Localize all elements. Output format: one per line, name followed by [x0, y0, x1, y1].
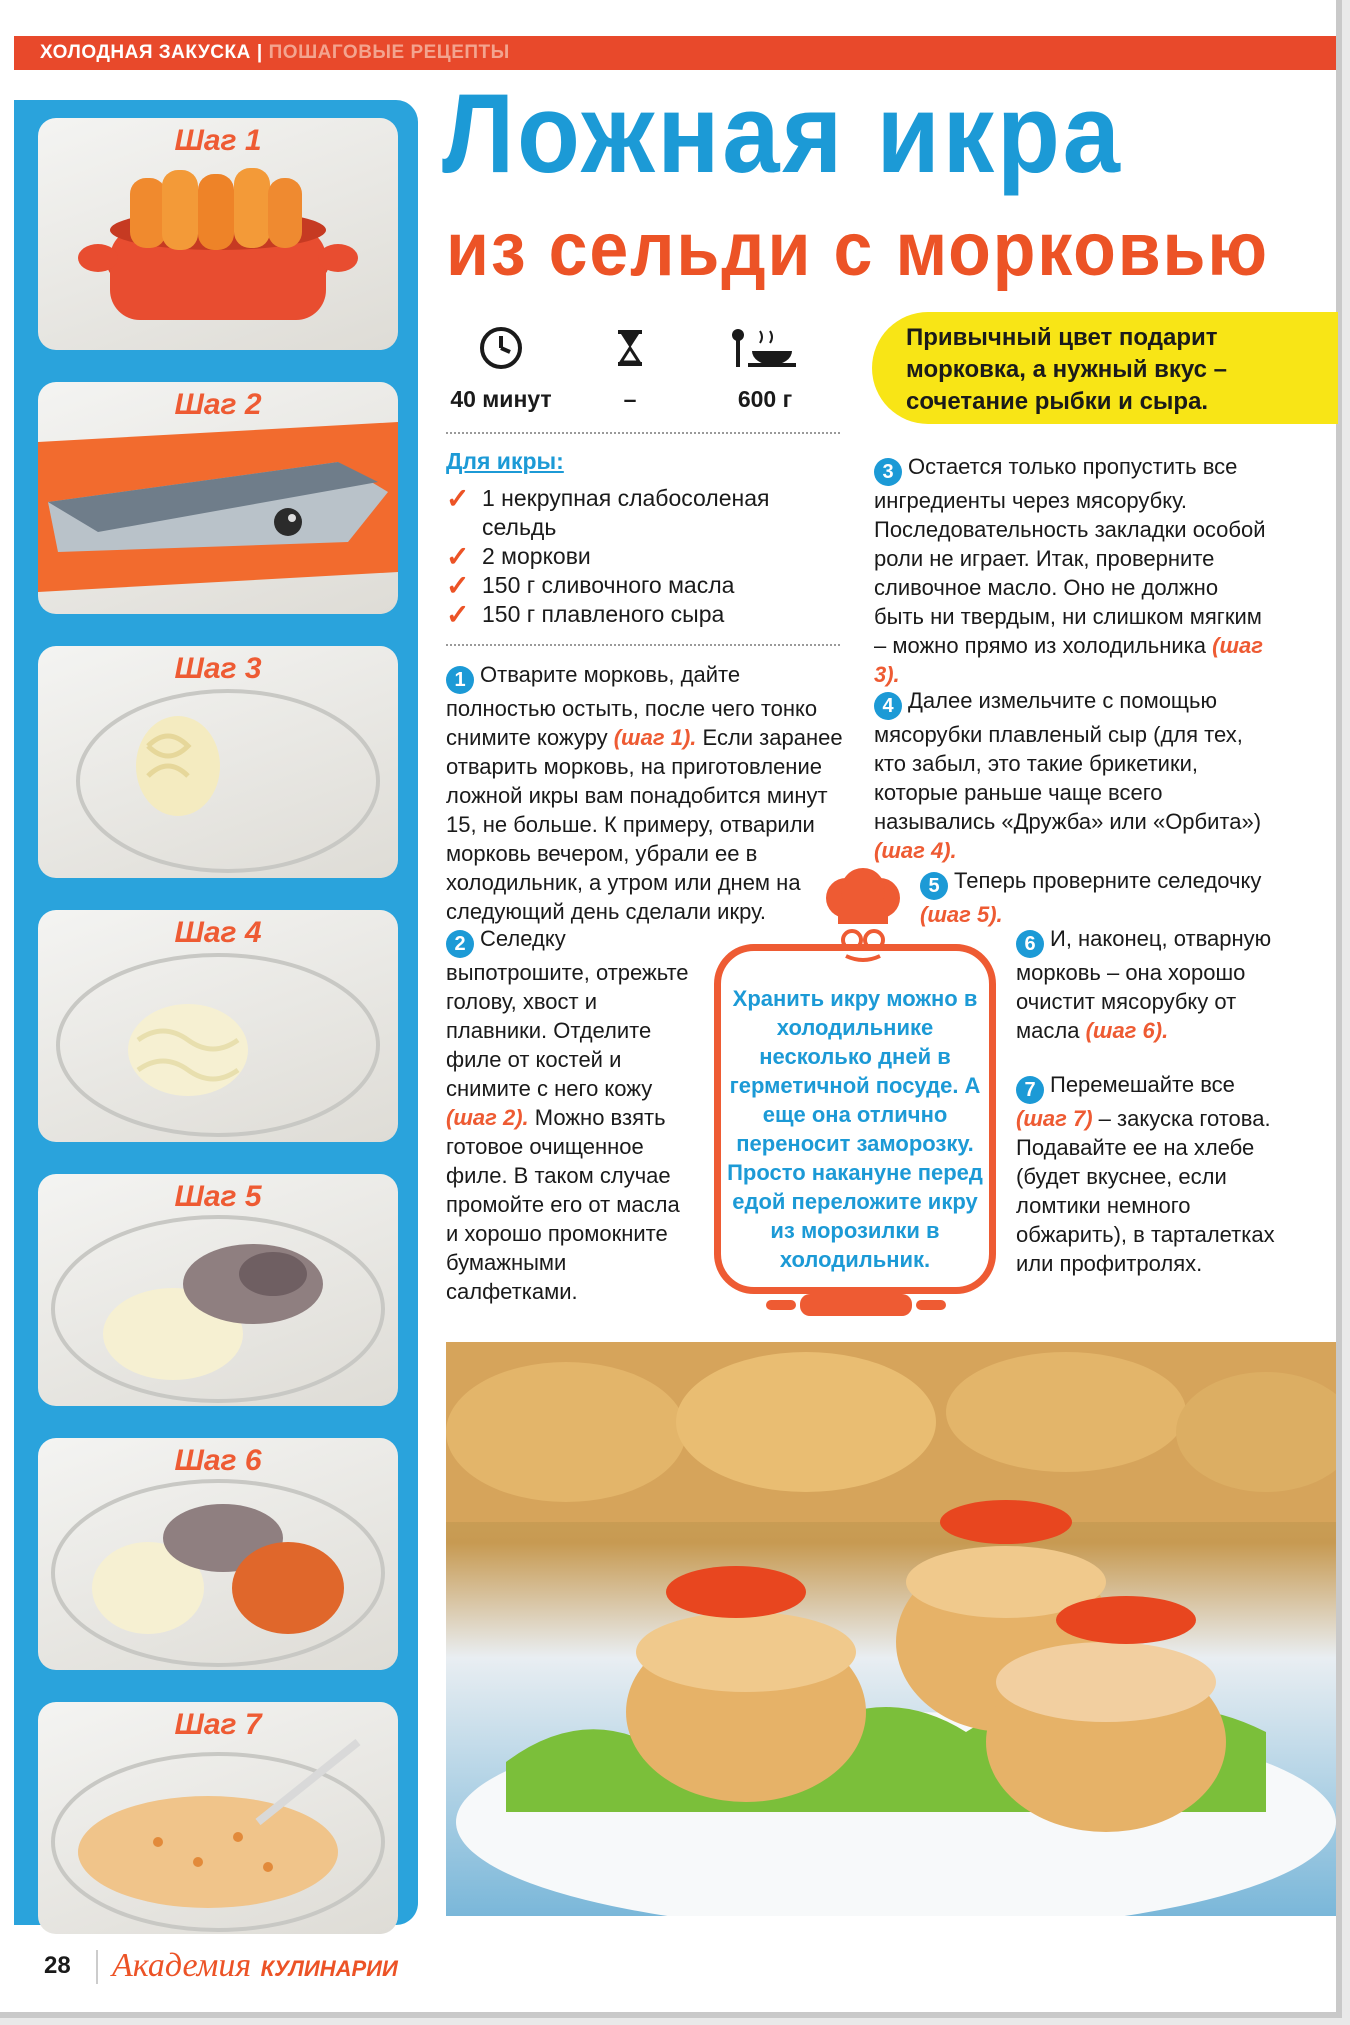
instruction-step-5 [920, 866, 1280, 929]
step-label: Шаг 6 [174, 1444, 262, 1477]
page-number: 28 [44, 1952, 71, 1979]
step-text: Перемешайте все [1050, 1072, 1235, 1097]
step-text: И, наконец, отварную морковь – она хорошо очистит мясорубку от масла [1016, 926, 1272, 1043]
step-number: 5 [920, 872, 948, 900]
step-number: 7 [1016, 1076, 1044, 1104]
divider [446, 432, 840, 434]
rest-time-value: – [623, 386, 637, 412]
section-name: ХОЛОДНАЯ ЗАКУСКА [40, 42, 251, 63]
yield-weight-value: 600 г [737, 386, 793, 412]
step-label: Шаг 4 [174, 916, 262, 949]
step-number: 1 [446, 666, 474, 694]
step-photo-4 [38, 910, 398, 1142]
step-photo-6 [38, 1438, 398, 1670]
step-text: Селедку выпотрошите, отрежьте голову, хвост и плавники. Отделите филе от костей и снимите с него кожу [446, 926, 689, 1101]
step-photo-2 [38, 382, 398, 614]
step-photo-1 [38, 118, 398, 350]
recipe-subtitle: из сельди с морковью [446, 207, 1269, 292]
section-separator: | [256, 42, 263, 63]
ingredients-list [446, 484, 846, 629]
step-number: 2 [446, 930, 474, 958]
checkmark-icon: ✓ [446, 599, 470, 630]
ingredient-text: 150 г сливочного масла [482, 572, 735, 598]
instruction-step-6 [1016, 924, 1276, 1045]
step-label: Шаг 1 [174, 124, 262, 157]
step-text-continued: Можно взять готовое очищенное филе. В таком случае промойте его от масла и хорошо промокните бумажными салфетками. [446, 1105, 680, 1304]
hourglass-icon [615, 328, 645, 368]
step-ref: (шаг 4). [874, 838, 957, 863]
ingredient-item [446, 571, 846, 600]
clock-icon [478, 325, 524, 371]
ingredient-text: 2 моркови [482, 543, 591, 569]
dish-photo [446, 1342, 1336, 1916]
divider [446, 644, 840, 646]
yield-weight [720, 320, 810, 413]
subsection-name: ПОШАГОВЫЕ РЕЦЕПТЫ [268, 42, 510, 63]
rolling-pin-icon [766, 1290, 946, 1320]
checkmark-icon: ✓ [446, 483, 470, 514]
step-label: Шаг 2 [174, 388, 262, 421]
cook-time [446, 320, 556, 413]
tip-note: Привычный цвет подарит морковка, а нужный вкус – сочетание рыбки и сыра. [872, 312, 1338, 424]
ingredient-item [446, 484, 846, 542]
step-text: Отварите морковь, дайте полностью остыть, после чего тонко снимите кожуру [446, 662, 818, 750]
step-label: Шаг 7 [174, 1708, 262, 1741]
instruction-step-4 [874, 686, 1274, 865]
logo-word-1: Академия [112, 1947, 252, 1984]
ingredient-item [446, 600, 846, 629]
step-ref: (шаг 2). [446, 1105, 529, 1130]
ingredients-title: Для икры: [446, 448, 564, 474]
step-text: Остается только пропустить все ингредиенты через мясорубку. Последовательность закладки особой роли не играет. Итак, проверните сливочное масло. Оно не должно быть ни твердым, ни слишком мягким – можно прямо из холодильника [874, 454, 1266, 658]
ingredient-item [446, 542, 846, 571]
footer-divider [96, 1950, 98, 1984]
step-photo-5 [38, 1174, 398, 1406]
profiteroles-image [446, 1342, 1336, 1916]
step-ref: (шаг 3). [874, 633, 1263, 687]
step-number: 3 [874, 458, 902, 486]
step-text: Далее измельчите с помощью мясорубки плавленый сыр (для тех, кто забыл, это такие брикетики, которые раньше чаще всего назывались «Дружба» или «Орбита») [874, 688, 1262, 834]
ingredient-text: 150 г плавленого сыра [482, 601, 725, 627]
step-photo-3 [38, 646, 398, 878]
step-text-continued: – закуска готова. Подавайте ее на хлебе (будет вкуснее, если ломтики немного обжарить), в тарталетках или профитролях. [1016, 1106, 1275, 1276]
magazine-logo [112, 1946, 398, 1985]
rest-time [600, 320, 660, 413]
step-number: 4 [874, 692, 902, 720]
instruction-step-2 [446, 924, 696, 1306]
step-ref: (шаг 7) [1016, 1106, 1093, 1131]
recipe-title: Ложная икра [442, 71, 1123, 196]
section-banner [14, 36, 1336, 70]
plate-icon [730, 325, 800, 371]
step-text: Теперь проверните селедочку [954, 868, 1262, 893]
step-text-continued: Если заранее отварить морковь, на приготовление ложной икры вам понадобится минут 15, не больше. К примеру, отварили морковь вечером, убрали ее в холодильник, а утром или днем на следующий день сделали икру. [446, 725, 843, 924]
step-label: Шаг 5 [174, 1180, 262, 1213]
step-number: 6 [1016, 930, 1044, 958]
step-label: Шаг 3 [174, 652, 262, 685]
step-ref: (шаг 1). [613, 725, 697, 750]
ingredient-text: 1 некрупная слабосоленая сельдь [482, 485, 770, 540]
instruction-step-7 [1016, 1070, 1278, 1278]
step-photo-7 [38, 1702, 398, 1934]
logo-word-2: КУЛИНАРИИ [260, 1956, 398, 1981]
instruction-step-1 [446, 660, 846, 926]
instruction-step-3 [874, 452, 1274, 689]
step-ref: (шаг 5). [920, 902, 1003, 927]
step-ref: (шаг 6). [1085, 1018, 1169, 1043]
cook-time-value: 40 минут [450, 386, 552, 412]
steps-column [14, 100, 418, 1925]
storage-tip-text: Хранить икру можно в холодильнике несколько дней в герметичной посуде. А еще она отлично переносит заморозку. Просто накануне перед едой переложите икру из морозилки в холодильник. [727, 986, 983, 1272]
checkmark-icon: ✓ [446, 570, 470, 601]
checkmark-icon: ✓ [446, 541, 470, 572]
